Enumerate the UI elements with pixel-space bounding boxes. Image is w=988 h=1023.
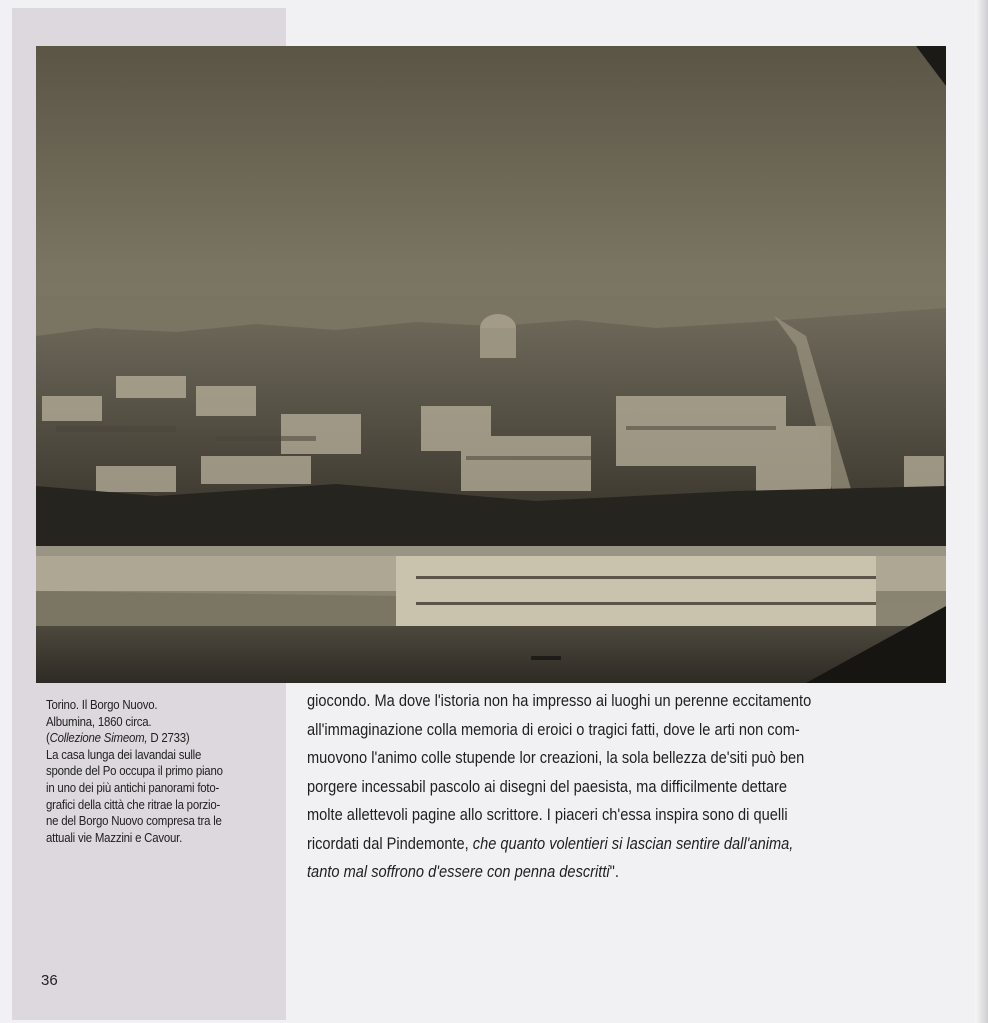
panorama-illustration xyxy=(36,46,946,683)
photo-caption xyxy=(46,697,275,846)
body-quote-close: ". xyxy=(609,862,619,881)
body-quote-italic: tanto mal soffrono d'essere con penna descritti xyxy=(307,862,610,881)
caption-paren: ( xyxy=(46,730,50,746)
caption-line: sponde del Po occupa il primo piano xyxy=(46,763,223,779)
caption-line: La casa lunga dei lavandai sulle xyxy=(46,746,202,762)
page-number: 36 xyxy=(41,972,58,989)
caption-collection-name: Collezione Simeom, xyxy=(49,730,148,746)
body-paragraph xyxy=(307,687,866,887)
body-quote-italic: che quanto volentieri si lascian sentire dall'anima, xyxy=(472,833,794,853)
caption-line: Torino. Il Borgo Nuovo. xyxy=(46,697,158,712)
caption-collection-line xyxy=(46,730,275,747)
body-line: porgere incessabil pascolo ai disegni del paesista, ma difficilmente dettare xyxy=(307,776,788,796)
body-text-normal: ricordati dal Pindemonte, xyxy=(307,833,473,853)
caption-line: attuali vie Mazzini e Cavour. xyxy=(46,829,183,845)
page-edge-shadow xyxy=(975,0,988,1023)
caption-line: ne del Borgo Nuovo compresa tra le xyxy=(46,813,222,829)
caption-line: in uno dei più antichi panorami foto- xyxy=(46,779,220,795)
body-line-quote-start xyxy=(307,830,866,859)
panorama-photo xyxy=(36,46,946,683)
body-line: giocondo. Ma dove l'istoria non ha impresso ai luoghi un perenne eccitamento xyxy=(307,691,812,710)
body-line: muovono l'animo colle stupende lor creazioni, la sola bellezza de'siti può ben xyxy=(307,748,805,767)
caption-line: grafici della città che ritrae la porzio- xyxy=(46,796,221,812)
caption-collection-id: D 2733) xyxy=(147,730,190,746)
caption-line: Albumina, 1860 circa. xyxy=(46,713,152,729)
body-line: molte allettevoli pagine allo scrittore. I piaceri ch'essa inspira sono di quelli xyxy=(307,805,788,824)
body-line-quote-end xyxy=(307,858,866,887)
body-line: all'immaginazione colla memoria di eroici o tragici fatti, dove le arti non com- xyxy=(307,719,800,739)
